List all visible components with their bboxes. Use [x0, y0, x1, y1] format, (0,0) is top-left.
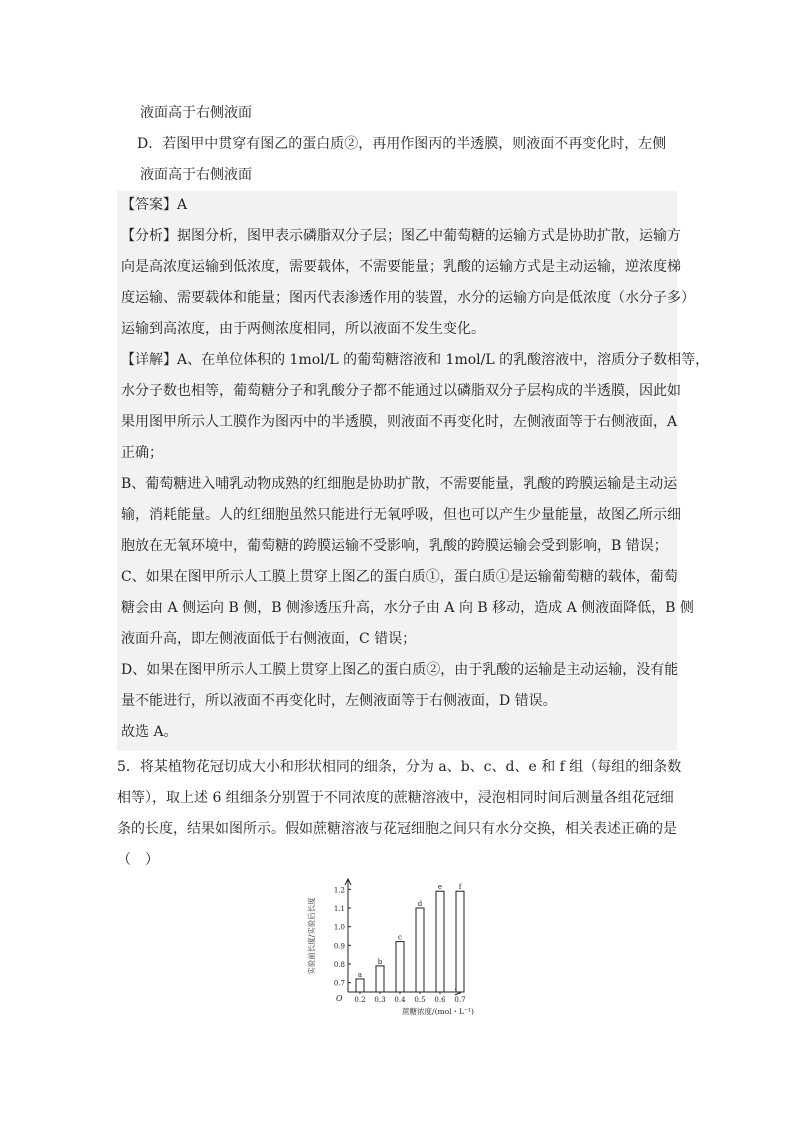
x-tick-label: 0.3	[374, 996, 386, 1004]
bar-b	[376, 966, 384, 992]
option-d-line1: D．若图甲中贯穿有图乙的蛋白质②，再用作图丙的半透膜，则液面不再变化时，左侧	[137, 136, 667, 152]
bar-label: e	[437, 883, 443, 892]
detail-line-7: 胞放在无氧环境中，葡萄糖的跨膜运输不受影响，乳酸的跨膜运输会受到影响，B 错误；	[121, 538, 668, 554]
question5-line-4: （ ）	[117, 852, 159, 868]
detail-line-10: 液面升高，即左侧液面低于右侧液面，C 错误；	[121, 631, 417, 647]
y-tick-label: 0.7	[333, 979, 345, 988]
detail-line-12: 量不能进行，所以液面不再变化时，左侧液面等于右侧液面，D 错误。	[121, 693, 557, 709]
question5-line-3: 条的长度，结果如图所示。假如蔗糖溶液与花冠细胞之间只有水分交换，相关表述正确的是	[117, 821, 677, 837]
y-tick-label: 1.2	[333, 886, 345, 895]
bar-label: f	[458, 883, 462, 892]
bar-label: b	[377, 957, 383, 966]
y-axis-title: 实验前长度/实验后长度	[307, 897, 316, 975]
bar-label: c	[398, 933, 402, 942]
bar-f	[456, 891, 464, 992]
bar-label: d	[417, 900, 423, 908]
detail-line-11: D、如果在图甲所示人工膜上贯穿上图乙的蛋白质②，由于乳酸的运输是主动运输，没有能	[121, 662, 679, 678]
y-tick-label: 0.9	[333, 942, 345, 951]
detail-line-1: 【详解】A、在单位体积的 1mol/L 的葡萄糖溶液和 1mol/L 的乳酸溶液中，溶质分子数相等，	[121, 352, 710, 368]
bar-label: a	[357, 970, 363, 979]
question5-line-1: 5．将某植物花冠切成大小和形状相同的细条，分为 a、b、c、d、e 和 f 组（每组的细条数	[117, 759, 682, 775]
bar-a	[356, 979, 364, 992]
detail-line-3: 果用图甲所示人工膜作为图丙中的半透膜，则液面不再变化时，左侧液面等于右侧液面，A	[121, 414, 678, 430]
option-d-line2: 液面高于右侧液面	[140, 167, 252, 183]
x-axis-title: 蔗糖浓度/(mol・L⁻¹)	[402, 1007, 474, 1016]
y-tick-label: 1.0	[333, 923, 345, 932]
analysis-line-3: 度运输、需要载体和能量；图丙代表渗透作用的装置，水分的运输方向是低浓度（水分子多）	[121, 290, 695, 306]
bar-c	[396, 942, 404, 992]
x-tick-label: 0.4	[394, 996, 406, 1004]
x-tick-label: 0.7	[454, 996, 466, 1004]
origin-label: O	[336, 994, 343, 1003]
sucrose-bar-chart	[300, 872, 500, 1022]
detail-line-5: B、葡萄糖进入哺乳动物成熟的红细胞是协助扩散，不需要能量，乳酸的跨膜运输是主动运	[121, 476, 678, 492]
question5-line-2: 相等），取上述 6 组细条分别置于不同浓度的蔗糖溶液中，浸泡相同时间后测量各组花冠细	[117, 790, 674, 806]
detail-line-4: 正确；	[121, 445, 163, 461]
analysis-line-2: 向是高浓度运输到低浓度，需要载体，不需要能量；乳酸的运输方式是主动运输，逆浓度梯	[121, 259, 681, 275]
answer-explanation-block	[117, 191, 710, 751]
x-tick-label: 0.6	[434, 996, 446, 1004]
detail-line-9: 糖会由 A 侧运向 B 侧，B 侧渗透压升高，水分子由 A 向 B 移动，造成 A 侧液面降低，B 侧	[121, 600, 694, 616]
detail-line-2: 水分子数也相等，葡萄糖分子和乳酸分子都不能通过以磷脂双分子层构成的半透膜，因此如	[121, 383, 681, 399]
x-tick-label: 0.2	[354, 996, 366, 1004]
bar-d	[416, 908, 424, 992]
detail-line-6: 输，消耗能量。人的红细胞虽然只能进行无氧呼吸，但也可以产生少量能量，故图乙所示细	[121, 507, 681, 523]
y-tick-label: 0.8	[333, 961, 345, 969]
x-tick-label: 0.5	[414, 996, 426, 1004]
answer-line: 【答案】A	[121, 197, 188, 213]
y-tick-label: 1.1	[333, 905, 345, 913]
analysis-line-4: 运输到高浓度，由于两侧浓度相同，所以液面不发生变化。	[121, 321, 485, 337]
bar-e	[436, 891, 444, 992]
detail-line-8: C、如果在图甲所示人工膜上贯穿上图乙的蛋白质①，蛋白质①是运输葡萄糖的载体，葡萄	[121, 569, 678, 585]
analysis-line-1: 【分析】据图分析，图甲表示磷脂双分子层；图乙中葡萄糖的运输方式是协助扩散，运输方	[121, 228, 681, 244]
detail-line-13: 故选 A。	[121, 724, 178, 740]
option-c-continuation: 液面高于右侧液面	[140, 105, 252, 121]
